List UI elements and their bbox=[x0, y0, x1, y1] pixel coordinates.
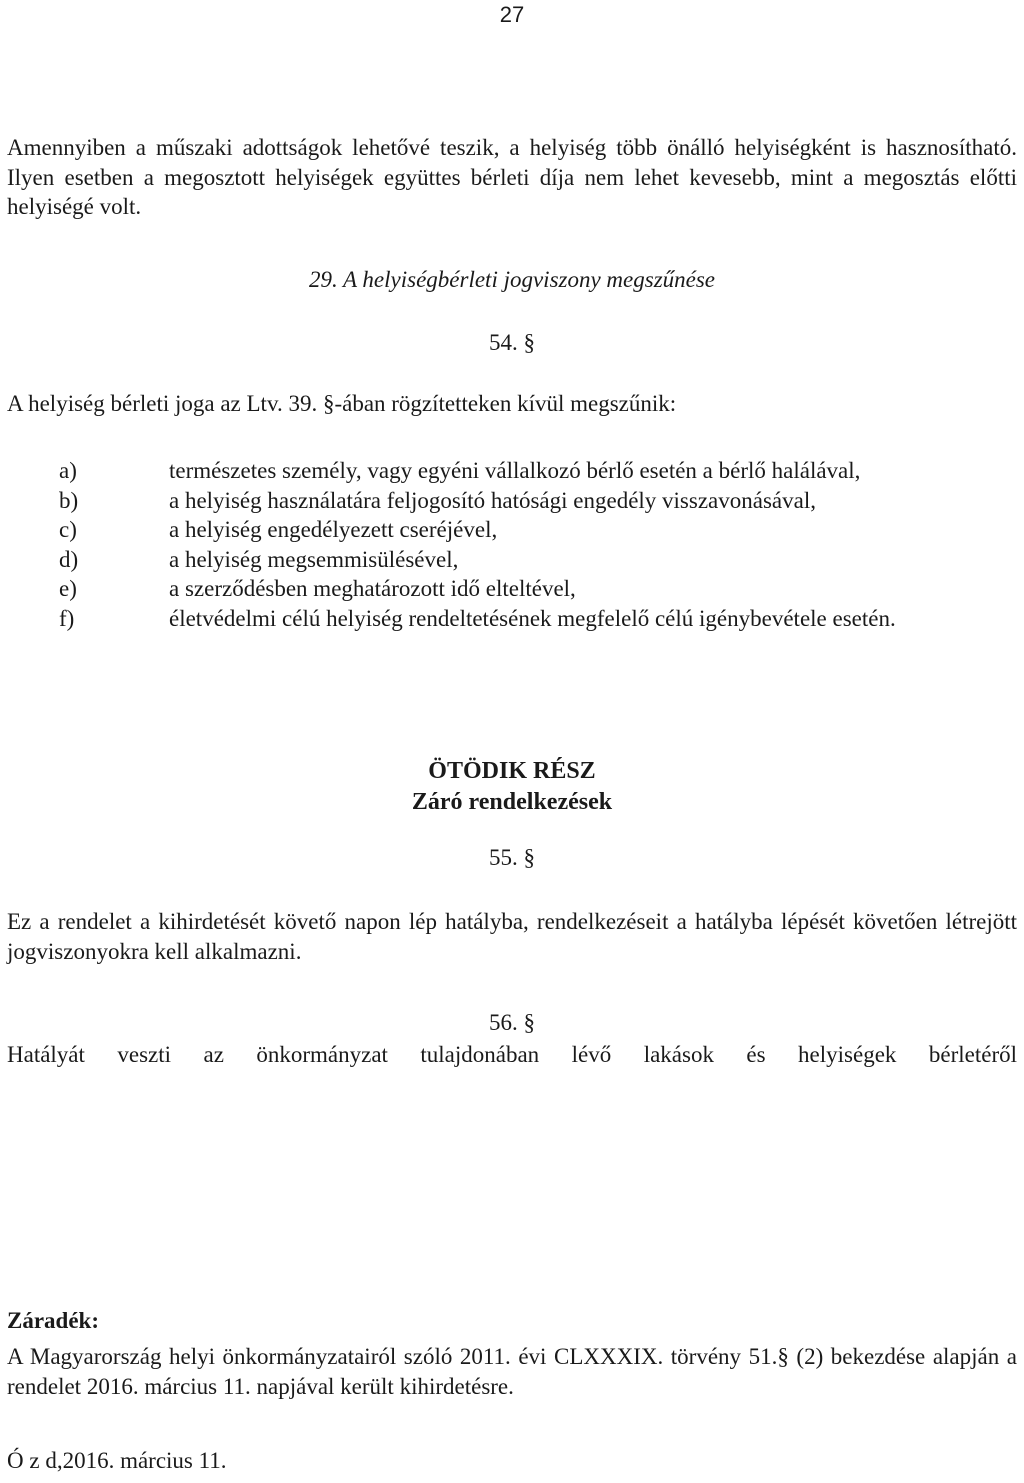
list-item-label: e) bbox=[59, 576, 77, 601]
part-title: ÖTÖDIK RÉSZ bbox=[428, 758, 596, 784]
list-item-text: életvédelmi célú helyiség rendeltetésének megfelelő célú igénybevétele esetén. bbox=[169, 605, 896, 631]
list-item bbox=[59, 456, 1017, 486]
list-item-text: természetes személy, vagy egyéni vállalkozó bérlő esetén a bérlő halálával, bbox=[169, 458, 861, 483]
list-item-text: a helyiség használatára feljogosító hatósági engedély visszavonásával, bbox=[169, 487, 816, 513]
intro-paragraph: Amennyiben a műszaki adottságok lehetővé teszik, a helyiség több önálló helyiségként is hasznosítható. Ilyen esetben a megosztott helyiségek együttes bérleti díja nem lehet kevesebb, mint a megosztás előtti helyiségé volt. bbox=[7, 135, 1017, 219]
list-item bbox=[59, 486, 1017, 516]
section-55-heading: 55. § bbox=[489, 845, 535, 870]
page-number: 27 bbox=[499, 2, 525, 27]
termination-list bbox=[59, 456, 1017, 633]
section-56-text: Hatályát veszti az önkormányzat tulajdonában lévő lakások és helyiségek bérletéről bbox=[7, 1042, 1017, 1067]
list-item bbox=[59, 515, 1017, 545]
list-item-label: f) bbox=[59, 605, 75, 631]
clause-title: Záradék: bbox=[7, 1308, 99, 1333]
list-item-label: b) bbox=[59, 487, 79, 513]
section-54-heading: 54. § bbox=[489, 330, 535, 355]
part-subtitle: Záró rendelkezések bbox=[411, 789, 613, 815]
list-item-text: a helyiség megsemmisülésével, bbox=[169, 546, 459, 572]
list-item-label: c) bbox=[59, 517, 77, 542]
place-date: Ó z d,2016. március 11. bbox=[7, 1448, 227, 1473]
list-item bbox=[59, 604, 1017, 634]
list-item bbox=[59, 574, 1017, 604]
list-item-text: a szerződésben meghatározott idő elteltével, bbox=[169, 576, 576, 601]
list-item-label: d) bbox=[59, 546, 79, 572]
clause-text: A Magyarország helyi önkormányzatairól szóló 2011. évi CLXXXIX. törvény 51.§ (2) bekezdése alapján a rendelet 2016. március 11. napjával került kihirdetésre. bbox=[7, 1344, 1017, 1399]
section-54-text: A helyiség bérleti joga az Ltv. 39. §-ában rögzítetteken kívül megszűnik: bbox=[7, 391, 677, 416]
list-item bbox=[59, 545, 1017, 575]
chapter-title: 29. A helyiségbérleti jogviszony megszűnése bbox=[308, 267, 716, 292]
section-56-heading: 56. § bbox=[489, 1010, 535, 1035]
section-55-text: Ez a rendelet a kihirdetését követő napon lép hatályba, rendelkezéseit a hatályba lépését követően létrejött jogviszonyokra kell alkalmazni. bbox=[7, 909, 1017, 964]
list-item-label: a) bbox=[59, 458, 77, 483]
list-item-text: a helyiség engedélyezett cseréjével, bbox=[169, 517, 498, 542]
